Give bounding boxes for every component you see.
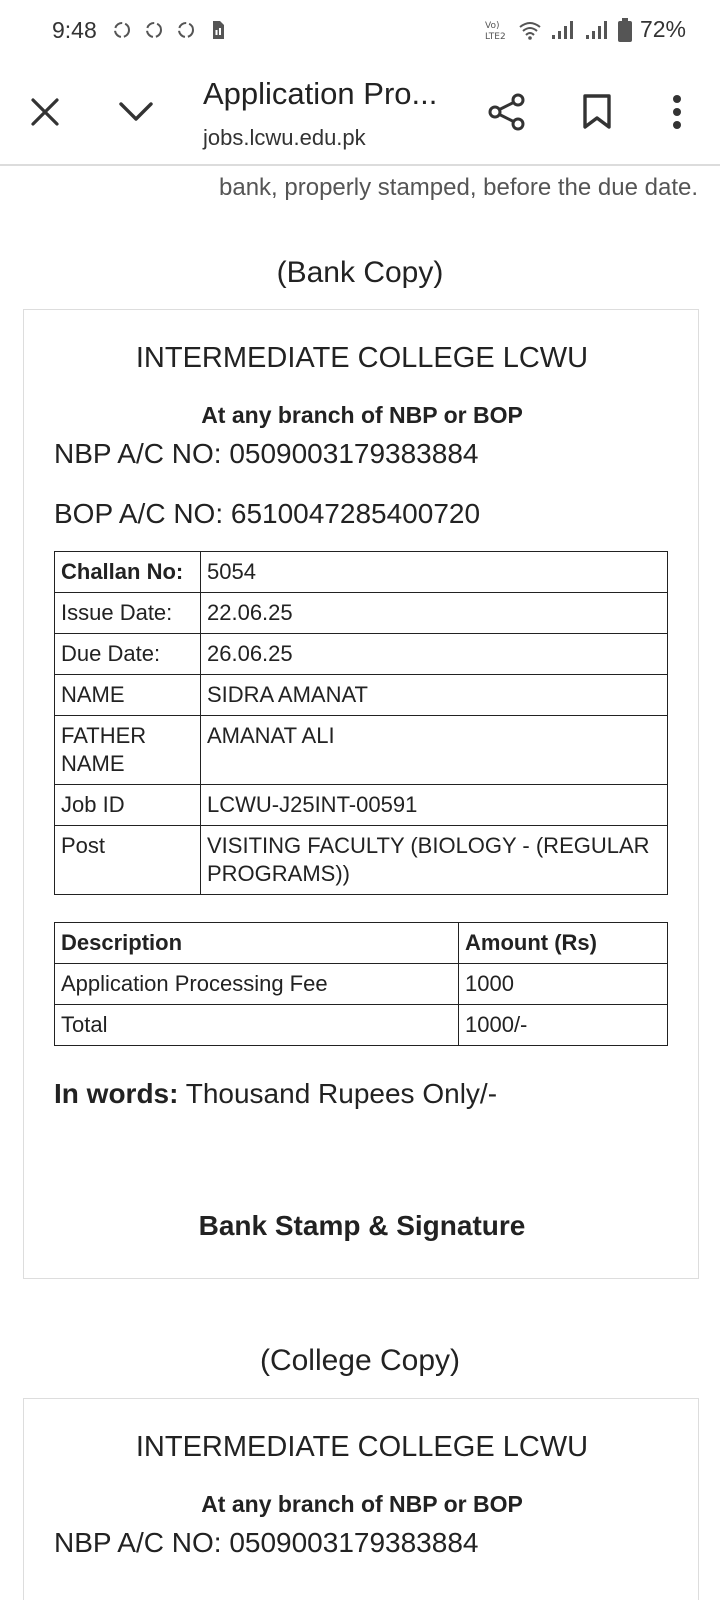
fee-table (54, 922, 668, 1046)
table-row (55, 826, 668, 895)
father-name-label: FATHER NAME (55, 716, 201, 785)
post-value: VISITING FACULTY (BIOLOGY - (REGULAR PROGRAMS)) (201, 826, 668, 895)
bank-copy-challan (23, 309, 699, 1279)
post-label: Post (55, 826, 201, 895)
due-date-label: Due Date: (55, 634, 201, 675)
bank-stamp-label: Bank Stamp & Signature (198, 1210, 526, 1241)
status-time: 9:48 (52, 17, 97, 43)
recycle-icon (174, 18, 198, 42)
issue-date-label: Issue Date: (55, 593, 201, 634)
total-amount: 1000/- (459, 1005, 668, 1046)
notification-icons (110, 18, 230, 42)
in-words-value: Thousand Rupees Only/- (185, 1078, 498, 1109)
table-row (55, 1005, 668, 1046)
nbp-account: NBP A/C NO: 0509003179383884 (54, 1527, 479, 1558)
table-row (55, 964, 668, 1005)
wifi-icon (518, 19, 542, 41)
close-button[interactable] (19, 86, 71, 138)
close-icon (30, 97, 60, 127)
fee-description: Application Processing Fee (55, 964, 459, 1005)
page-title: Application Pro... (203, 76, 438, 111)
nbp-account: NBP A/C NO: 0509003179383884 (54, 438, 479, 469)
job-id-value: LCWU-J25INT-00591 (201, 785, 668, 826)
job-id-label: Job ID (55, 785, 201, 826)
name-value: SIDRA AMANAT (201, 675, 668, 716)
table-row (55, 785, 668, 826)
status-bar (0, 0, 720, 62)
bookmark-icon (582, 94, 612, 130)
table-row (55, 634, 668, 675)
signal-icon (584, 19, 610, 41)
college-copy-challan (23, 1398, 699, 1600)
more-options-button[interactable] (651, 86, 703, 138)
volte-icon (484, 18, 510, 42)
sim-card-icon (206, 18, 230, 42)
name-label: NAME (55, 675, 201, 716)
more-vert-icon (672, 94, 682, 130)
challan-info-table (54, 551, 668, 895)
svg-text:Vo): Vo) (484, 20, 500, 31)
challan-no-value: 5054 (201, 552, 668, 593)
table-row (55, 593, 668, 634)
bookmark-button[interactable] (571, 86, 623, 138)
amount-in-words (54, 1078, 497, 1110)
chevron-down-icon (118, 101, 154, 123)
bank-copy-label: (Bank Copy) (276, 256, 444, 289)
browser-toolbar (0, 62, 720, 166)
battery-icon (618, 18, 632, 42)
notice-text: bank, properly stamped, before the due date. (219, 174, 698, 201)
share-button[interactable] (481, 86, 533, 138)
branch-note: At any branch of NBP or BOP (201, 402, 523, 428)
table-row (55, 675, 668, 716)
college-copy-label: (College Copy) (259, 1344, 461, 1377)
issue-date-value: 22.06.25 (201, 593, 668, 634)
due-date-value: 26.06.25 (201, 634, 668, 675)
table-header-row (55, 923, 668, 964)
college-name: INTERMEDIATE COLLEGE LCWU (135, 1431, 589, 1463)
fee-amount: 1000 (459, 964, 668, 1005)
in-words-label: In words: (54, 1078, 179, 1109)
description-header: Description (55, 923, 459, 964)
bop-account: BOP A/C NO: 6510047285400720 (54, 498, 481, 529)
signal-icon (550, 19, 576, 41)
battery-percent: 72% (639, 16, 686, 42)
table-row (55, 552, 668, 593)
challan-no-label: Challan No: (55, 552, 201, 593)
college-name: INTERMEDIATE COLLEGE LCWU (135, 342, 589, 374)
page-url[interactable]: jobs.lcwu.edu.pk (203, 125, 366, 150)
recycle-icon (142, 18, 166, 42)
branch-note: At any branch of NBP or BOP (201, 1491, 523, 1517)
page-content[interactable] (0, 166, 720, 1600)
svg-text:LTE2: LTE2 (484, 31, 506, 42)
minimize-button[interactable] (110, 86, 162, 138)
system-icons (484, 16, 686, 43)
recycle-icon (110, 18, 134, 42)
share-icon (488, 93, 526, 131)
total-label: Total (55, 1005, 459, 1046)
father-name-value: AMANAT ALI (201, 716, 668, 785)
amount-header: Amount (Rs) (459, 923, 668, 964)
table-row (55, 716, 668, 785)
